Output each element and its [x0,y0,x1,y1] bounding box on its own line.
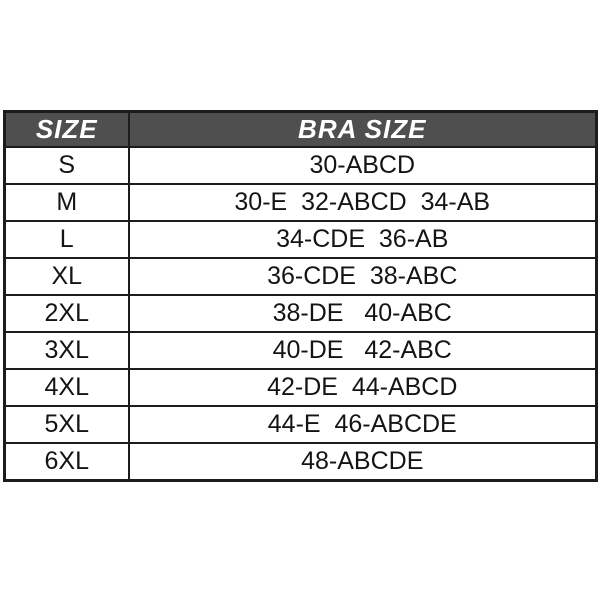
bra-size-cell: 30-E 32-ABCD 34-AB [129,184,597,221]
size-cell: 6XL [5,443,129,481]
column-header-size: SIZE [5,112,129,148]
size-cell: L [5,221,129,258]
bra-size-cell: 40-DE 42-ABC [129,332,597,369]
column-header-bra-size: BRA SIZE [129,112,597,148]
size-cell: M [5,184,129,221]
table-row [5,332,597,369]
table-row [5,221,597,258]
bra-size-cell: 44-E 46-ABCDE [129,406,597,443]
size-cell: 5XL [5,406,129,443]
bra-size-cell: 36-CDE 38-ABC [129,258,597,295]
size-cell: S [5,147,129,184]
table-row [5,295,597,332]
bra-size-cell: 30-ABCD [129,147,597,184]
size-cell: 2XL [5,295,129,332]
size-chart-table [3,110,598,482]
table-header-row [5,112,597,148]
table-row [5,443,597,481]
size-cell: XL [5,258,129,295]
table-row [5,369,597,406]
bra-size-cell: 48-ABCDE [129,443,597,481]
table-row [5,184,597,221]
size-cell: 3XL [5,332,129,369]
table-row [5,406,597,443]
bra-size-cell: 38-DE 40-ABC [129,295,597,332]
table-row [5,147,597,184]
bra-size-cell: 34-CDE 36-AB [129,221,597,258]
bra-size-cell: 42-DE 44-ABCD [129,369,597,406]
size-cell: 4XL [5,369,129,406]
table-row [5,258,597,295]
